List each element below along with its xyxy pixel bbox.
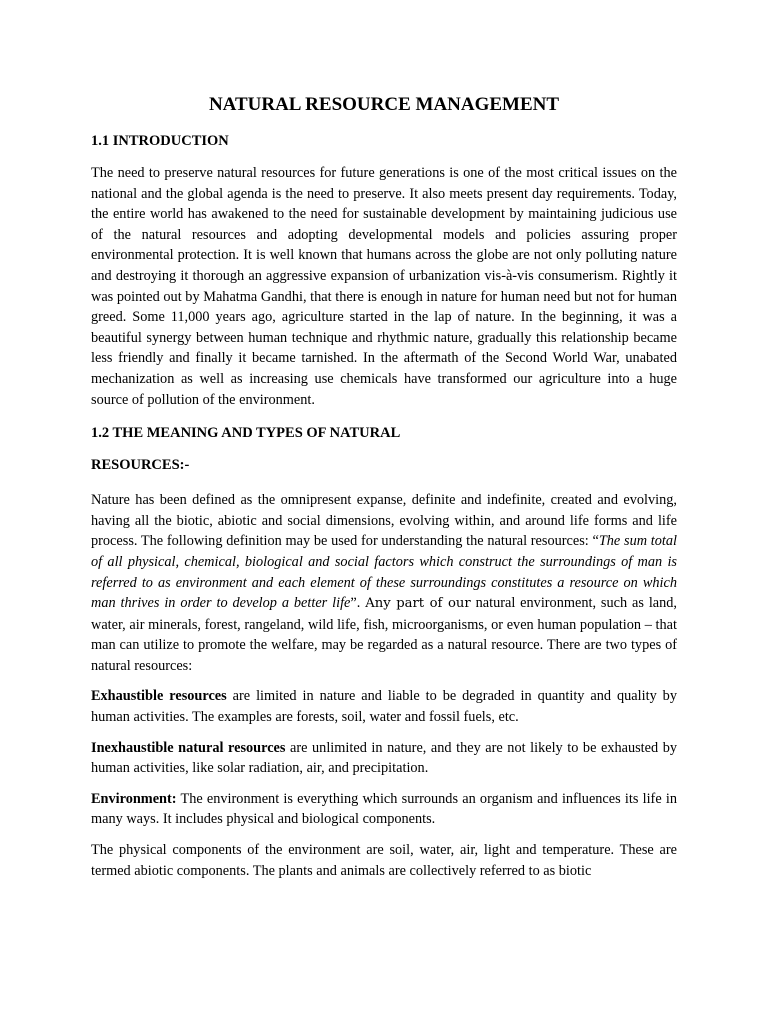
exhaustible-text: are limited in nature and liable to be degraded in quantity and quality by human activities. The examples are forests, soil, water and fossil fuels, etc. xyxy=(91,688,677,726)
definition-intro-text: Nature has been defined as the omnipresent expanse, definite and indefinite, created and evolving, having all the biotic, abiotic and social dimensions, evolving within, and around life forms and life process. The following definition may be used for understanding the natural resources: “ xyxy=(91,492,677,550)
inexhaustible-text: are unlimited in nature, and they are not likely to be exhausted by human activities, like solar radiation, air, and precipitation. xyxy=(91,739,678,777)
exhaustible-term: Exhaustible resources xyxy=(91,688,227,705)
document-page xyxy=(91,91,677,891)
definition-quote-close: ”. xyxy=(350,595,366,612)
inexhaustible-paragraph xyxy=(91,738,677,779)
definition-paragraph xyxy=(91,490,677,676)
physical-components-paragraph: The physical components of the environment are soil, water, air, light and temperature. These are termed abiotic components. The plants and animals are collectively referred to as biotic xyxy=(91,842,677,879)
definition-rest-text: natural environment, such as land, water, air minerals, forest, rangeland, wild life, fish, microorganisms, or even human population – that man can utilize to promote the welfare, may be regarded as a natural resource. There are two types of natural resources: xyxy=(91,595,678,674)
section-heading-meaning-types: 1.2 THE MEANING AND TYPES OF NATURAL xyxy=(91,425,401,442)
definition-alt-font-text: Any part of our xyxy=(365,596,471,612)
environment-paragraph xyxy=(91,789,677,830)
section-heading-resources: RESOURCES:- xyxy=(91,457,190,474)
environment-term: Environment: xyxy=(91,790,177,807)
definition-quote: The sum total of all physical, chemical, biological and social factors which construct the surroundings of man is referred to as environment and each element of these surroundings constitutes a resource on which man thrives in order to develop a better life xyxy=(91,533,677,612)
exhaustible-paragraph xyxy=(91,686,677,727)
introduction-paragraph: The need to preserve natural resources for future generations is one of the most critical issues on the national and the global agenda is the need to preserve. It also meets present day requirements. Today, the entire world has awakened to the need for sustainable development by maintaining judicious use of the natural resources and adopting developmental models and policies assuring proper environmental protection. It is well known that humans across the globe are not only polluting nature and destroying it thorough an aggressive expansion of urbanization vis-à-vis consumerism. Rightly it was pointed out by Mahatma Gandhi, that there is enough in nature for human need but not for human greed. Some 11,000 years ago, agriculture started in the lap of nature. In the beginning, it was a beautiful synergy between human technique and rhythmic nature, gradually this relationship became less friendly and finally it became tarnished. In the aftermath of the Second World War, unabated mechanization as well as increasing use chemicals have transformed our agriculture into a huge source of pollution of the environment. xyxy=(91,165,677,408)
section-heading-introduction: 1.1 INTRODUCTION xyxy=(91,133,229,149)
environment-text: The environment is everything which surrounds an organism and influences its life in many ways. It includes physical and biological components. xyxy=(91,790,677,828)
page-title: NATURAL RESOURCE MANAGEMENT xyxy=(208,94,560,115)
inexhaustible-term: Inexhaustible natural resources xyxy=(91,739,286,756)
